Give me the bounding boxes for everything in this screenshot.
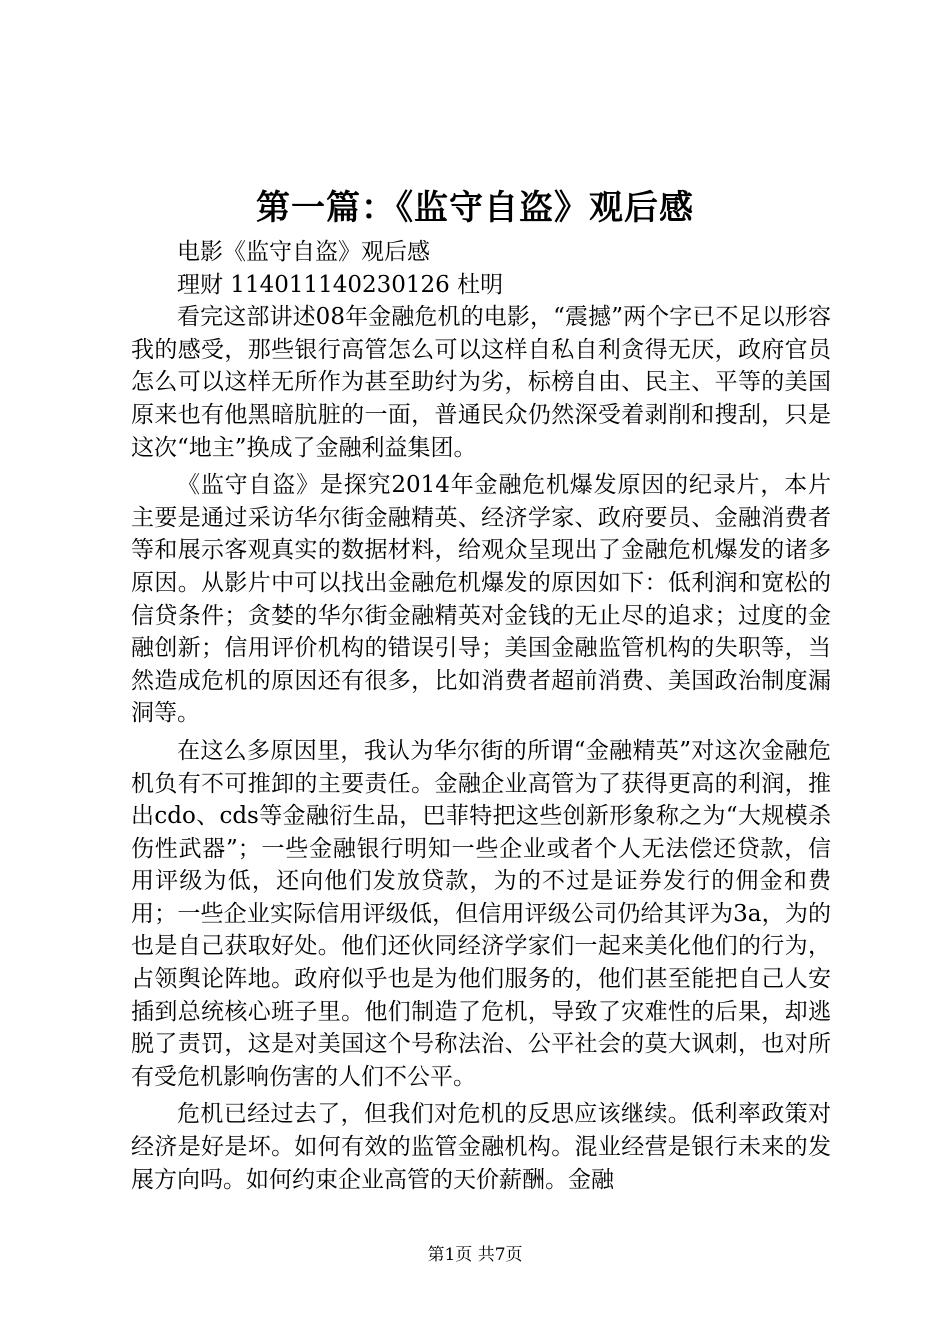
paragraph: 《监守自盗》是探究2014年金融危机爆发原因的纪录片，本片主要是通过采访华尔街金融精英、经济学家、政府要员、金融消费者等和展示客观真实的数据材料，给观众呈现出了金融危机爆发的诸多原因。从影片中可以找出金融危机爆发的原因如下：低利润和宽松的信贷条件；贪婪的华尔街金融精英对金钱的无止尽的追求；过度的金融创新；信用评价机构的错误引导；美国金融监管机构的失职等，当然造成危机的原因还有很多，比如消费者超前消费、美国政治制度漏洞等。 <box>131 472 831 727</box>
document-title: 第一篇：《监守自盗》观后感 <box>256 188 694 228</box>
page-footer: 第1页 共7页 <box>427 1245 523 1265</box>
paragraph: 在这么多原因里，我认为华尔街的所谓“金融精英”对这次金融危机负有不可推卸的主要责任。金融企业高管为了获得更高的利润，推出cdo、cds等金融衍生品，巴菲特把这些创新形象称之为“大规模杀伤性武器”；一些金融银行明知一些企业或者个人无法偿还贷款，信用评级为低，还向他们发放贷款，为的不过是证券发行的佣金和费用；一些企业实际信用评级低，但信用评级公司仍给其评为3a，为的也是自己获取好处。他们还伙同经济学家们一起来美化他们的行为，占领舆论阵地。政府似乎也是为他们服务的，他们甚至能把自己人安插到总统核心班子里。他们制造了危机，导致了灾难性的后果，却逃脱了责罚，这是对美国这个号称法治、公平社会的莫大讽刺，也对所有受危机影响伤害的人们不公平。 <box>131 737 831 1090</box>
document-body <box>131 236 831 1201</box>
author-line: 理财 114011140230126 杜明 <box>177 271 504 298</box>
paragraph: 看完这部讲述08年金融危机的电影，“震撼”两个字已不足以形容我的感受，那些银行高管怎么可以这样自私自利贪得无厌，政府官员怎么可以这样无所作为甚至助纣为劣，标榜自由、民主、平等的美国原来也有他黑暗肮脏的一面，普通民众仍然深受着剥削和搜刮，只是这次“地主”换成了金融利益集团。 <box>131 304 831 461</box>
paragraph: 危机已经过去了，但我们对危机的反思应该继续。低利率政策对经济是好是坏。如何有效的监管金融机构。混业经营是银行未来的发展方向吗。如何约束企业高管的天价薪酬。金融 <box>131 1101 831 1193</box>
document-subtitle: 电影《监守自盗》观后感 <box>177 239 430 265</box>
